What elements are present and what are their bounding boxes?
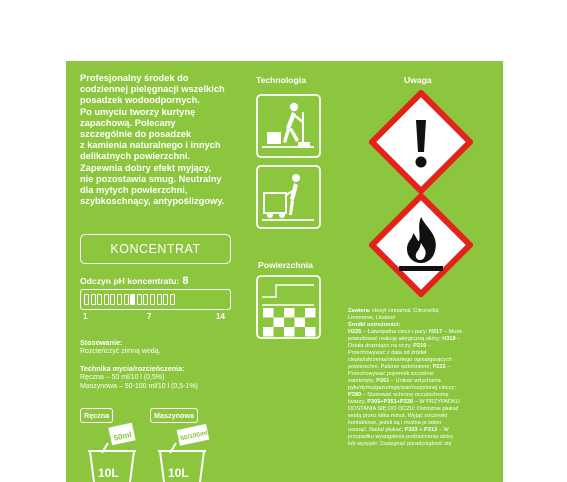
technique-machine: Maszynowa – 50-100 ml/10 l (0,5-1%) bbox=[80, 383, 198, 390]
product-label bbox=[66, 61, 503, 482]
ph-min-label: 1 bbox=[83, 312, 88, 321]
description-line: z kamienia naturalnego i innych bbox=[80, 140, 221, 151]
ph-segment bbox=[157, 294, 162, 305]
flame-hazard-icon bbox=[369, 193, 473, 297]
manual-dosing-graphic bbox=[80, 421, 150, 482]
ph-segment bbox=[104, 294, 109, 305]
ph-segment bbox=[84, 294, 89, 305]
hazard-line: twarzy; P305+P351+P338 – W PRZYPADKU bbox=[348, 399, 460, 405]
ph-value: 8 bbox=[182, 275, 189, 287]
usage-text: Rozcieńczyć zimną wodą. bbox=[80, 348, 161, 355]
ph-segment bbox=[97, 294, 102, 305]
manual-tag: Ręczna bbox=[80, 408, 113, 423]
hazard-line: przypadku wystąpienia podrażnienia skóry bbox=[348, 434, 454, 440]
hazard-line: lub wysypki: Zasięgnąć porady/zgłosić się bbox=[348, 441, 452, 447]
floor-tile bbox=[284, 327, 295, 337]
hazard-line: Limonene, Linalool bbox=[348, 315, 395, 321]
ph-mid-label: 7 bbox=[147, 312, 152, 321]
technology-heading: Technologia bbox=[256, 75, 306, 85]
person-mopping-icon bbox=[256, 94, 321, 158]
ph-segment bbox=[91, 294, 96, 305]
ph-segment bbox=[124, 294, 129, 305]
technique-manual: Ręczna – 50 ml/10 l (0,5%) bbox=[80, 374, 165, 381]
hazard-line: DOSTANIA SIĘ DO OCZU: Ostrożnie płukać bbox=[348, 406, 459, 412]
hazard-line: pyłu/dymu/gazu/mgły/par/rozpylonej cieczy; bbox=[348, 385, 456, 391]
ph-segment bbox=[130, 294, 135, 305]
machine-dose-text: 50/100ml bbox=[179, 429, 209, 443]
hazard-line: powodować reakcję alergiczną skóry; H319 – bbox=[348, 336, 461, 342]
product-description bbox=[80, 73, 238, 207]
floor-tile bbox=[274, 318, 285, 328]
description-line: szczególnie do posadzek bbox=[80, 129, 192, 140]
ph-segment bbox=[110, 294, 115, 305]
floor-tile bbox=[263, 327, 274, 337]
hazard-line: P280 – Stosować ochronę oczu/ochronę bbox=[348, 392, 449, 398]
surface-heading: Powierzchnia bbox=[258, 260, 313, 270]
ph-segment bbox=[163, 294, 168, 305]
hazard-line: usunąć. Nadal płukać; P333 + P313 – W bbox=[348, 427, 449, 433]
description-line: Profesjonalny środek do bbox=[80, 73, 189, 83]
description-line: codziennej pielęgnacji wszelkich bbox=[80, 84, 225, 95]
floor-tile bbox=[305, 308, 316, 318]
ph-segment bbox=[170, 294, 175, 305]
ph-heading bbox=[80, 275, 188, 287]
floor-tile bbox=[295, 318, 306, 328]
ph-segment bbox=[143, 294, 148, 305]
hazard-statements bbox=[348, 308, 498, 448]
ph-segment bbox=[137, 294, 142, 305]
technique-heading: Technika mycia/rozcieńczenia: bbox=[80, 364, 185, 373]
concentrate-label: KONCENTRAT bbox=[110, 242, 201, 256]
ph-segment bbox=[150, 294, 155, 305]
description-line: nie pozostawia smug. Neutralny bbox=[80, 173, 222, 184]
hazard-line: H226 – Łatwopalna ciecz i pary; H317 – Może bbox=[348, 329, 463, 335]
manual-dose-text: 50ml bbox=[112, 430, 133, 443]
description-line: Po umyciu tworzy kurtynę bbox=[80, 106, 196, 117]
description-line: Zapewnia dobry efekt myjący, bbox=[80, 162, 212, 173]
hazard-line: Przechowywać pojemnik szczelnie bbox=[348, 371, 434, 377]
checkered-floor-icon bbox=[256, 275, 321, 339]
hazard-line: ciepła/iskrzenia/otwartego ognia/gorących bbox=[348, 357, 452, 363]
jug-icon bbox=[170, 424, 209, 453]
machine-dosing-graphic bbox=[152, 421, 222, 482]
machine-volume: 10L bbox=[168, 466, 189, 480]
hazard-line: Przechowywać z dala od źródeł bbox=[348, 350, 427, 356]
ph-scale bbox=[80, 289, 231, 310]
hazard-line: Środki ostrożności: bbox=[348, 322, 401, 328]
description-line: posadzek wodoodpornych. bbox=[80, 95, 200, 106]
exclamation-hazard-icon bbox=[369, 90, 473, 194]
warning-heading: Uwaga bbox=[404, 75, 432, 85]
hazard-line: Zawiera: Hexyl cinnamal, Citronellol, bbox=[348, 308, 440, 314]
ph-label-text: Odczyn pH koncentratu: bbox=[80, 276, 180, 286]
hazard-line: kontaktowe, jeżeli są i można je łatwo bbox=[348, 420, 442, 426]
concentrate-badge bbox=[80, 234, 231, 264]
ph-max-label: 14 bbox=[216, 312, 225, 321]
scrubber-machine-icon bbox=[256, 165, 321, 229]
usage-heading: Stosowanie: bbox=[80, 338, 123, 347]
description-line: szybkoschnący, antypoślizgowy. bbox=[80, 196, 225, 207]
machine-tag: Maszynowa bbox=[150, 408, 198, 423]
manual-volume: 10L bbox=[98, 466, 119, 480]
hazard-line: powierzchni. Palenie wzbronione; P233 – bbox=[348, 364, 451, 370]
floor-tile bbox=[263, 308, 274, 318]
ph-segment bbox=[117, 294, 122, 305]
jug-icon bbox=[102, 423, 136, 453]
floor-tile bbox=[305, 327, 316, 337]
floor-tile bbox=[284, 308, 295, 318]
description-line: dla mytych powierzchni, bbox=[80, 185, 188, 196]
description-line: delikatnych powierzchni. bbox=[80, 151, 191, 162]
hazard-line: zamknięty; P261 – Unikać wdychania bbox=[348, 378, 441, 384]
hazard-line: Działa drażniąco na oczy; P210 – bbox=[348, 343, 432, 349]
description-line: zapachową. Polecany bbox=[80, 117, 176, 128]
hazard-line: wodą przez kilka minut. Wyjąć soczewki bbox=[348, 413, 448, 419]
